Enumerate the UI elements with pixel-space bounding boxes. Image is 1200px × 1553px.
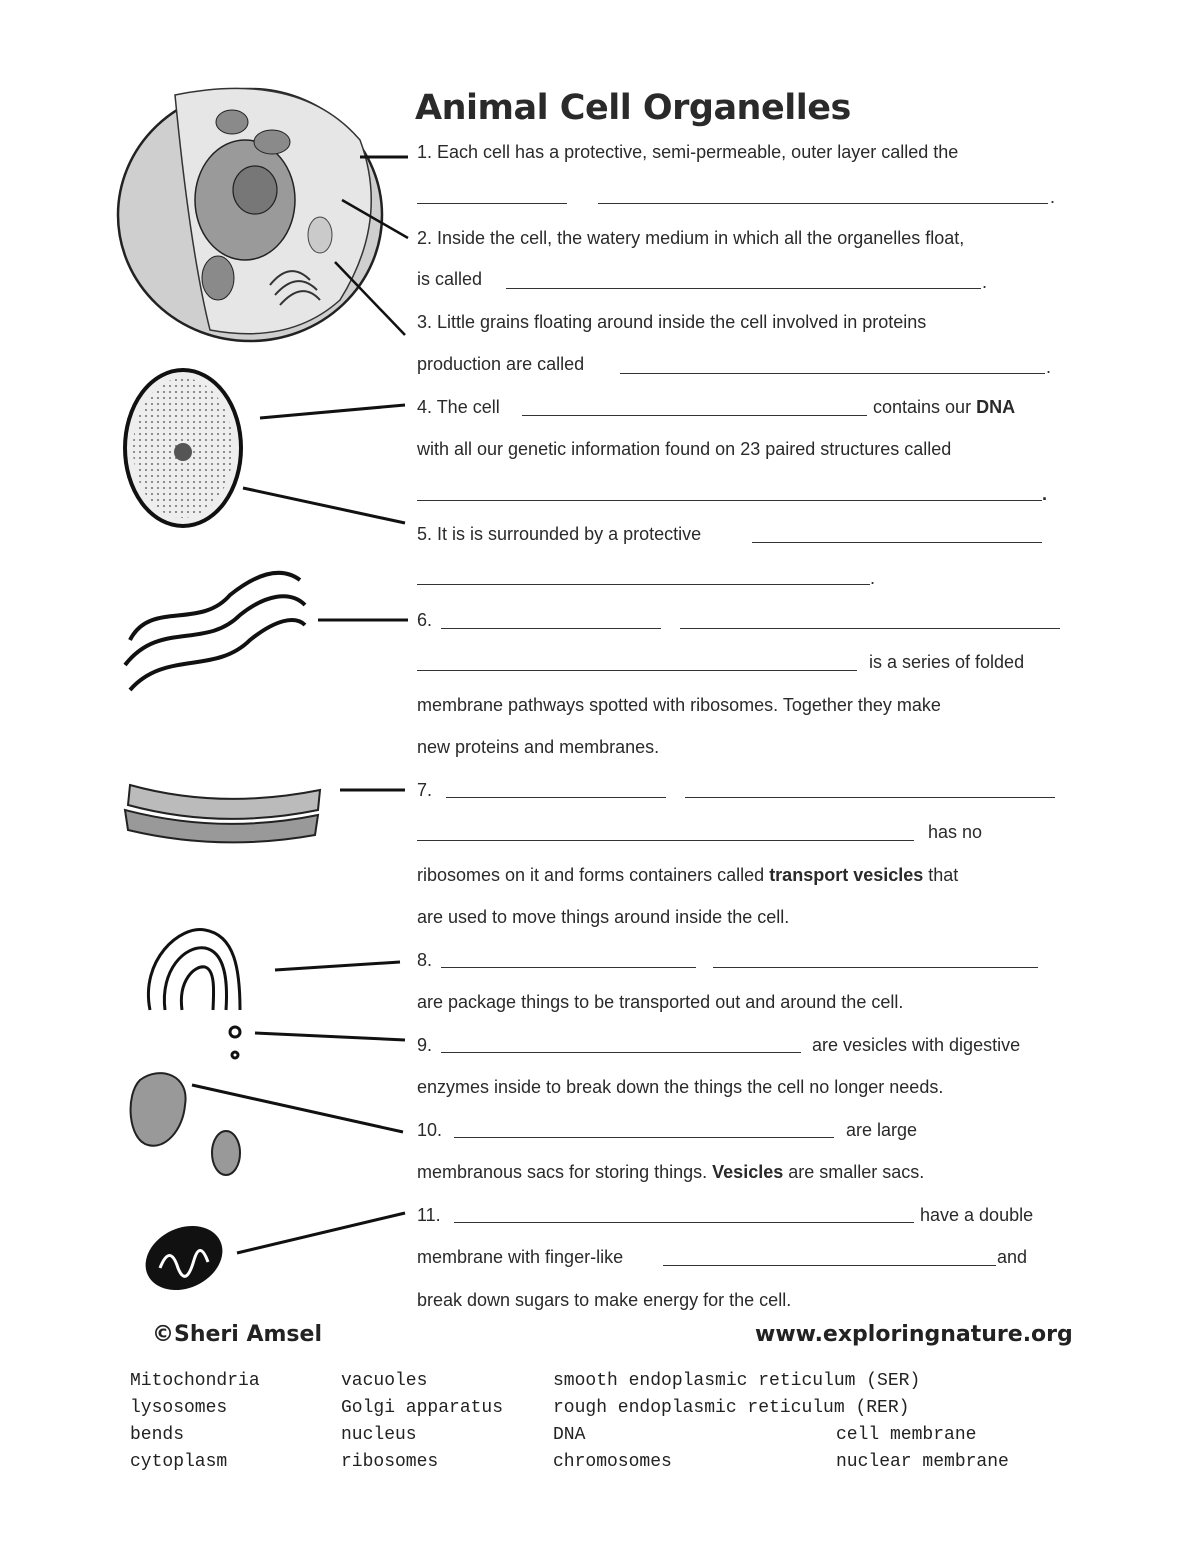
question-1-period: . (1050, 187, 1056, 207)
answer-blank-6c[interactable] (417, 670, 857, 671)
question-1-text: 1. Each cell has a protective, semi-permeable, outer layer called the (417, 142, 959, 162)
answer-blank-7b[interactable] (685, 797, 1055, 798)
word-bank-item: smooth endoplasmic reticulum (SER) (553, 1371, 921, 1391)
smooth-er-illustration (125, 785, 320, 842)
question-11-number: 11. (417, 1205, 441, 1225)
word-bank-item: ribosomes (341, 1452, 439, 1472)
word-bank-item: lysosomes (130, 1398, 228, 1418)
word-bank-item: nuclear membrane (836, 1452, 1009, 1472)
word-bank-item: bends (130, 1425, 185, 1445)
word-bank-item: cell membrane (836, 1425, 977, 1445)
question-10-text-c3: are smaller sacs. (788, 1162, 925, 1182)
question-4-dna: DNA (976, 397, 1016, 417)
pointer-line-4 (260, 405, 405, 418)
question-3-text-b: production are called (417, 354, 585, 374)
mitochondrion-illustration (135, 1214, 233, 1302)
answer-blank-3[interactable] (620, 373, 1045, 374)
question-5-period: . (870, 568, 876, 588)
word-bank-item: vacuoles (341, 1371, 428, 1391)
question-2-text: 2. Inside the cell, the watery medium in which all the organelles float, (417, 228, 965, 248)
rough-er-illustration (125, 573, 305, 690)
question-4-period: . (1042, 484, 1048, 504)
pointer-line-9 (255, 1033, 405, 1040)
answer-blank-6b[interactable] (680, 628, 1060, 629)
pointer-line-11 (237, 1213, 405, 1253)
question-7-text-c (417, 865, 958, 886)
question-6-number: 6. (417, 610, 433, 630)
answer-blank-8a[interactable] (441, 967, 696, 968)
word-bank-item: DNA (553, 1425, 586, 1445)
author-credit: ©Sheri Amsel (152, 1322, 322, 1347)
question-10-text-c (417, 1162, 924, 1183)
answer-blank-9[interactable] (441, 1052, 801, 1053)
question-7-text-d: are used to move things around inside the cell. (417, 907, 790, 927)
question-9-text-c: enzymes inside to break down the things the cell no longer needs. (417, 1077, 944, 1097)
page-title: Animal Cell Organelles (415, 88, 851, 128)
answer-blank-2[interactable] (506, 288, 981, 289)
question-7-text-c1: ribosomes on it and forms containers called (417, 865, 765, 885)
question-7-number: 7. (417, 780, 433, 800)
question-11-text-d: break down sugars to make energy for the cell. (417, 1290, 792, 1310)
question-2-period: . (982, 272, 988, 292)
animal-cell-illustration (118, 88, 382, 341)
pointer-line-5 (243, 488, 405, 523)
question-6-text-b: is a series of folded (869, 652, 1025, 672)
word-bank-item: rough endoplasmic reticulum (RER) (553, 1398, 910, 1418)
pointer-line-10 (192, 1085, 403, 1132)
answer-blank-11a[interactable] (454, 1222, 914, 1223)
question-4-text-c: with all our genetic information found on 23 paired structures called (417, 439, 952, 459)
golgi-illustration (148, 930, 240, 1058)
answer-blank-4b[interactable] (417, 500, 1042, 501)
question-11-text-c: membrane with finger-like (417, 1247, 624, 1267)
word-bank-item: Mitochondria (130, 1371, 260, 1391)
question-3-period: . (1046, 357, 1052, 377)
question-7-text-b: has no (928, 822, 983, 842)
answer-blank-11b[interactable] (663, 1265, 996, 1266)
question-10-text-c1: membranous sacs for storing things. (417, 1162, 708, 1182)
question-4-text: 4. The cell (417, 397, 500, 417)
question-6-text-d: new proteins and membranes. (417, 737, 660, 757)
website-link: www.exploringnature.org (755, 1322, 1073, 1347)
question-8-number: 8. (417, 950, 433, 970)
question-9-text-b: are vesicles with digestive (812, 1035, 1021, 1055)
answer-blank-4a[interactable] (522, 415, 867, 416)
question-11-text-b: have a double (920, 1205, 1034, 1225)
word-bank-item: nucleus (341, 1425, 417, 1445)
nucleus-illustration (125, 370, 241, 526)
question-8-text-b: are package things to be transported out and around the cell. (417, 992, 904, 1012)
answer-blank-7c[interactable] (417, 840, 914, 841)
answer-blank-5a[interactable] (752, 542, 1042, 543)
question-7-text-c3: that (928, 865, 959, 885)
word-bank-item: Golgi apparatus (341, 1398, 504, 1418)
question-9-number: 9. (417, 1035, 433, 1055)
question-3-text: 3. Little grains floating around inside the cell involved in proteins (417, 312, 927, 332)
question-11-and: and (997, 1247, 1028, 1267)
vacuole-illustration (131, 1073, 240, 1175)
question-2-text-b: is called (417, 269, 483, 289)
pointer-line-8 (275, 962, 400, 970)
answer-blank-8b[interactable] (713, 967, 1038, 968)
question-7-transport-vesicles: transport vesicles (769, 865, 924, 885)
question-10-number: 10. (417, 1120, 443, 1140)
question-5-text: 5. It is is surrounded by a protective (417, 524, 702, 544)
question-4-text-b (873, 397, 1015, 418)
answer-blank-1a[interactable] (417, 203, 567, 204)
answer-blank-1b[interactable] (598, 203, 1048, 204)
question-4-contains: contains our (873, 397, 972, 417)
answer-blank-10[interactable] (454, 1137, 834, 1138)
answer-blank-6a[interactable] (441, 628, 661, 629)
answer-blank-7a[interactable] (446, 797, 666, 798)
question-6-text-c: membrane pathways spotted with ribosomes. Together they make (417, 695, 941, 715)
question-10-text-b: are large (846, 1120, 918, 1140)
word-bank-item: chromosomes (553, 1452, 672, 1472)
answer-blank-5b[interactable] (417, 584, 870, 585)
question-10-vesicles: Vesicles (712, 1162, 784, 1182)
word-bank-item: cytoplasm (130, 1452, 228, 1472)
